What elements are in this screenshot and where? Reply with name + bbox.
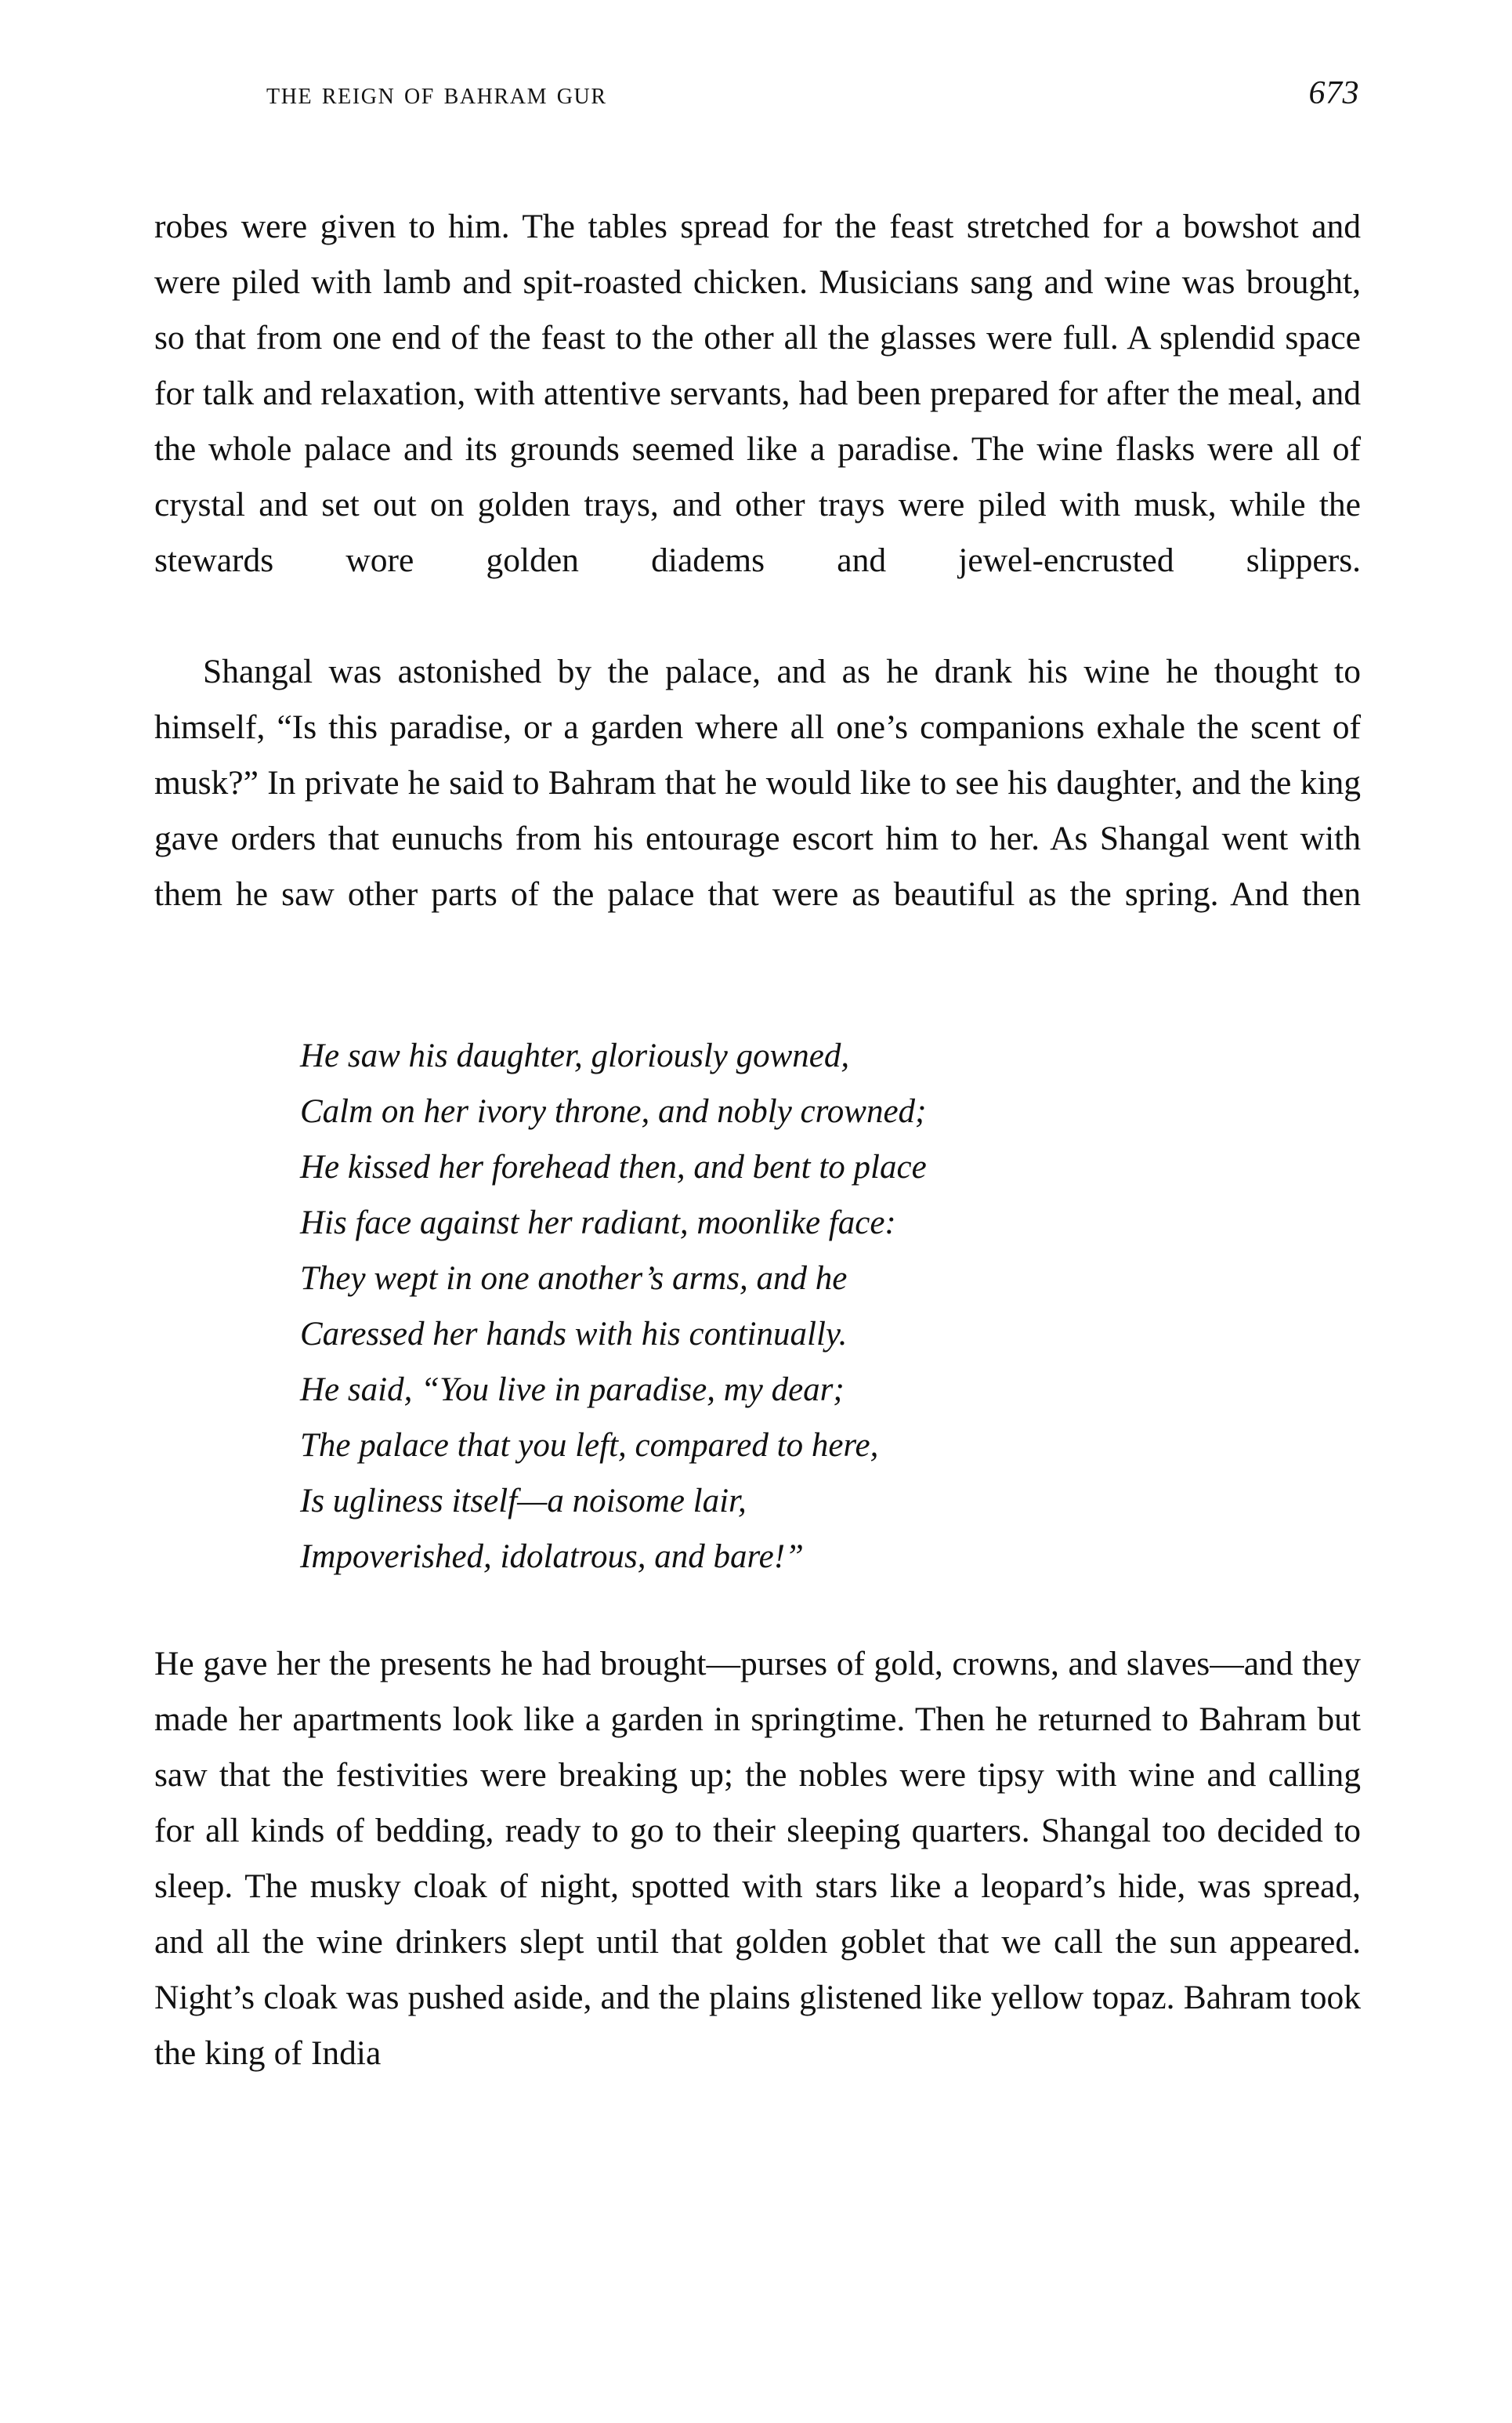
verse-line: He saw his daughter, gloriously gowned,	[300, 1038, 850, 1074]
running-head	[154, 72, 1359, 119]
verse-line: The palace that you left, compared to here,	[300, 1427, 879, 1464]
page-number: 673	[1308, 75, 1359, 111]
verse-block	[154, 1028, 1361, 1585]
verse-line: Impoverished, idolatrous, and bare!”	[300, 1538, 804, 1575]
paragraph-shangal: Shangal was astonished by the palace, and as he drank his wine he thought to himself, “Is this paradise, or a garden where all one’s companions exhale the scent of musk?” In private he said to Bahram that he would like to see his daughter, and the king gave orders that eunuchs from his entourage escort him to her. As Shangal went with them he saw other parts of the palace that were as beautiful as the spring. And then	[154, 653, 1361, 913]
text-column	[154, 199, 1361, 2081]
verse-spacer-top	[154, 978, 1361, 1028]
verse-line: Caressed her hands with his continually.	[300, 1316, 848, 1353]
paragraph-continuation: robes were given to him. The tables spread for the feast stretched for a bowshot and were piled with lamb and spit-roasted chicken. Musicians sang and wine was brought, so that from one end of the feast to the other all the glasses were full. A splendid space for talk and relaxation, with attentive servants, had been prepared for after the meal, and the whole palace and its grounds seemed like a paradise. The wine flasks were all of crystal and set out on golden trays, and other trays were piled with musk, while the stewards wore golden diadems and jewel-encrusted slippers.	[154, 208, 1361, 579]
verse-line: He kissed her forehead then, and bent to place	[300, 1149, 927, 1186]
verse-line: Calm on her ivory throne, and nobly crowned;	[300, 1093, 927, 1130]
verse-line: He said, “You live in paradise, my dear;	[300, 1371, 845, 1408]
verse-spacer-bottom	[154, 1585, 1361, 1636]
verse-line: They wept in one another’s arms, and he	[300, 1260, 848, 1297]
verse-line: Is ugliness itself—a noisome lair,	[300, 1483, 747, 1519]
verse-line: His face against her radiant, moonlike face:	[300, 1204, 896, 1241]
paragraph-presents: He gave her the presents he had brought—purses of gold, crowns, and slaves—and they made her apartments look like a garden in springtime. Then he returned to Bahram but saw that the festivities were breaking up; the nobles were tipsy with wine and calling for all kinds of bedding, ready to go to their sleeping quarters. Shangal too decided to sleep. The musky cloak of night, spotted with stars like a leopard’s hide, was spread, and all the wine drinkers slept until that golden goblet that we call the sun appeared. Night’s cloak was pushed aside, and the plains glistened like yellow topaz. Bahram took the king of India	[154, 1645, 1361, 2072]
running-head-title: the reign of bahram gur	[266, 75, 607, 110]
